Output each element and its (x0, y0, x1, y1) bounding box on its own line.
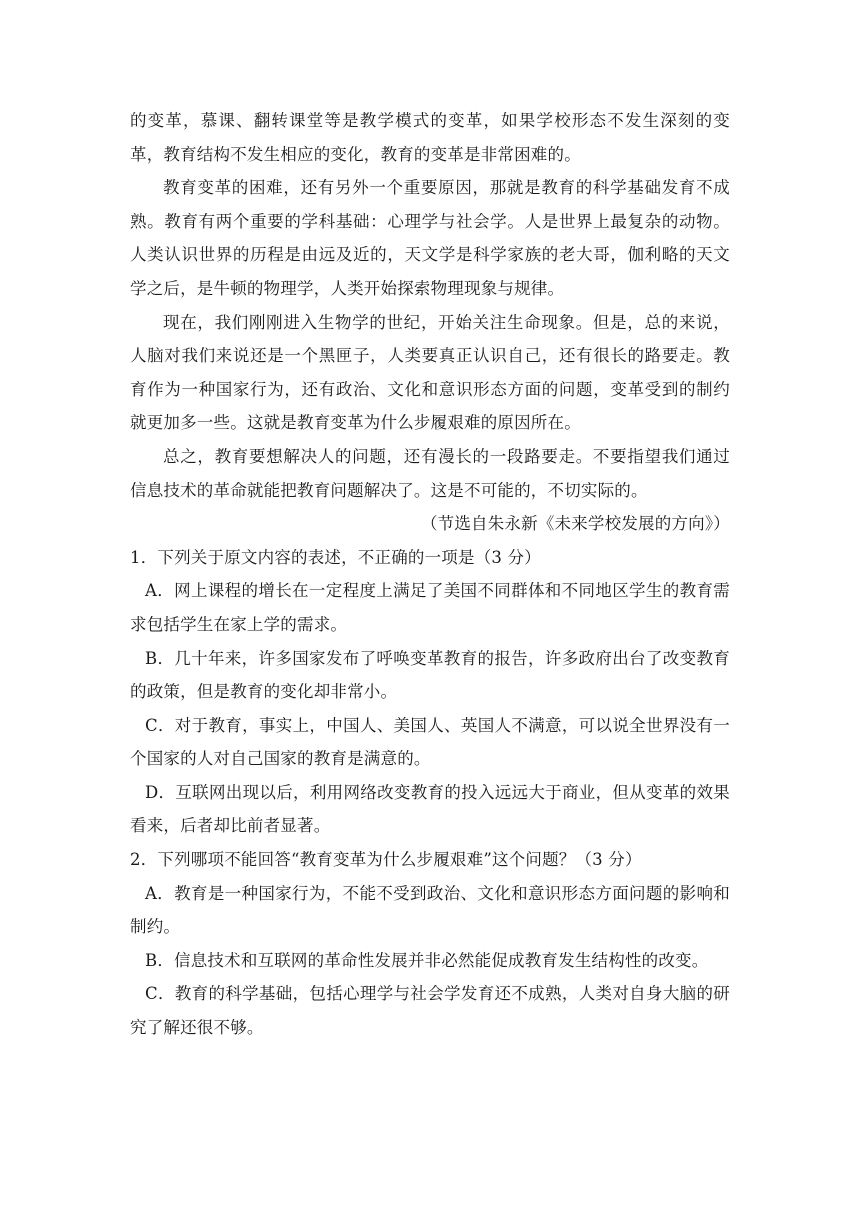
question-option: C．对于教育，事实上，中国人、美国人、英国人不满意，可以说全世界没有一个国家的人对自己国家的教育是满意的。 (130, 715, 730, 769)
passage-paragraph: 教育变革的困难，还有另外一个重要原因，那就是教育的科学基础发育不成熟。教育有两个重要的学科基础：心理学与社会学。人是世界上最复杂的动物。人类认识世界的历程是由远及近的，天文学是科学家族的老大哥，伽利略的天文学之后，是牛顿的物理学，人类开始探索物理现象与规律。 (130, 178, 730, 298)
passage-source: （节选自朱永新《未来学校发展的方向》） (420, 514, 730, 534)
passage-paragraph: 的变革，慕课、翻转课堂等是教学模式的变革，如果学校形态不发生深刻的变革，教育结构不发生相应的变化，教育的变革是非常困难的。 (130, 111, 730, 164)
question-option: A．网上课程的增长在一定程度上满足了美国不同群体和不同地区学生的教育需求包括学生在家上学的需求。 (130, 581, 730, 634)
passage-paragraph: 总之，教育要想解决人的问题，还有漫长的一段路要走。不要指望我们通过信息技术的革命就能把教育问题解决了。这是不可能的，不切实际的。 (130, 446, 730, 500)
question-option: D．互联网出现以后，利用网络改变教育的投入远远大于商业，但从变革的效果看来，后者却比前者显著。 (130, 782, 730, 836)
question-option: B．信息技术和互联网的革命性发展并非必然能促成教育发生结构性的改变。 (145, 950, 709, 970)
question-option: B．几十年来，许多国家发布了呼唤变革教育的报告，许多政府出台了改变教育的政策，但是教育的变化却非常小。 (130, 648, 730, 702)
passage-paragraph: 现在，我们刚刚进入生物学的世纪，开始关注生命现象。但是，总的来说，人脑对我们来说还是一个黑匣子，人类要真正认识自己，还有很长的路要走。教育作为一种国家行为，还有政治、文化和意识形态方面的问题，变革受到的制约就更加多一些。这就是教育变革为什么步履艰难的原因所在。 (130, 312, 730, 433)
question-stem: 1．下列关于原文内容的表述，不正确的一项是（3 分） (130, 547, 541, 567)
question-option: A．教育是一种国家行为，不能不受到政治、文化和意识形态方面问题的影响和制约。 (130, 883, 730, 937)
question-option: C．教育的科学基础，包括心理学与社会学发育还不成熟，人类对自身大脑的研究了解还很不够。 (130, 984, 730, 1038)
document-page (130, 104, 730, 1045)
question-stem: 2．下列哪项不能回答“教育变革为什么步履艰难”这个问题？（3 分） (130, 850, 642, 870)
